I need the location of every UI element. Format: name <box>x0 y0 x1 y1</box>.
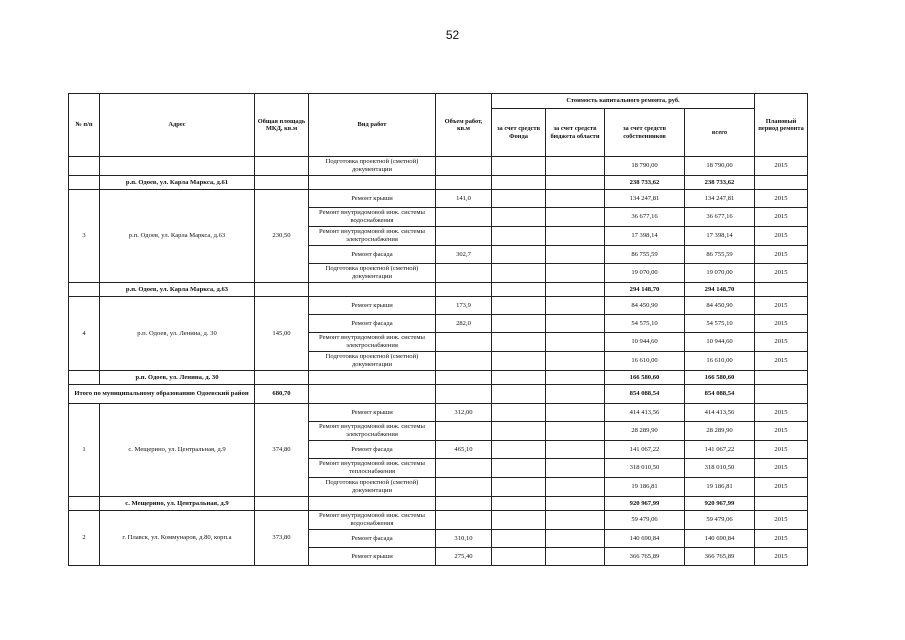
area-cell: 230,50 <box>255 190 309 283</box>
total-cell: 17 398,14 <box>685 227 755 246</box>
owners-cell: 17 398,14 <box>605 227 685 246</box>
subtotal-label: р.п. Одоев, ул. Карла Маркса, д.63 <box>100 283 255 297</box>
volume-cell: 465,10 <box>436 441 492 459</box>
subtotal-label: р.п. Одоев, ул. Ленина, д. 30 <box>100 371 255 385</box>
owners-cell: 166 580,60 <box>605 371 685 385</box>
owners-cell: 16 610,00 <box>605 352 685 371</box>
total-cell: 19 186,81 <box>685 478 755 497</box>
work-type-cell: Ремонт фасада <box>309 315 436 333</box>
owners-cell: 414 413,56 <box>605 404 685 422</box>
work-type-cell: Ремонт внутридомовой инж. системы водоснабжения <box>309 208 436 227</box>
total-cell: 366 765,89 <box>685 548 755 566</box>
header-owners: за счет средств собственников <box>605 109 685 157</box>
owners-cell: 19 186,81 <box>605 478 685 497</box>
volume-cell: 312,00 <box>436 404 492 422</box>
period-cell: 2015 <box>755 441 808 459</box>
work-type-cell: Ремонт крыши <box>309 297 436 315</box>
work-type-cell: Ремонт фасада <box>309 441 436 459</box>
total-label: Итого по муниципальному образованию Одоевский район <box>69 385 255 404</box>
table-row <box>69 511 808 530</box>
period-cell: 2015 <box>755 333 808 352</box>
total-cell: 238 733,62 <box>685 176 755 190</box>
period-cell: 2015 <box>755 530 808 548</box>
period-cell: 2015 <box>755 352 808 371</box>
period-cell: 2015 <box>755 297 808 315</box>
header-fund: за счет средств Фонда <box>492 109 546 157</box>
work-type-cell: Ремонт внутридомовой инж. системы водоснабжения <box>309 511 436 530</box>
owners-cell: 59 479,06 <box>605 511 685 530</box>
address-cell: г. Плавск, ул. Коммунаров, д.80, корп.а <box>100 511 255 566</box>
total-cell: 36 677,16 <box>685 208 755 227</box>
volume-cell: 282,0 <box>436 315 492 333</box>
capital-repair-table <box>68 93 808 566</box>
owners-cell: 18 790,00 <box>605 157 685 176</box>
period-cell: 2015 <box>755 315 808 333</box>
subtotal-label: с. Мещерино, ул. Центральная, д.9 <box>100 497 255 511</box>
subtotal-row <box>69 176 808 190</box>
work-type-cell: Ремонт фасада <box>309 530 436 548</box>
owners-cell: 54 575,10 <box>605 315 685 333</box>
total-row <box>69 385 808 404</box>
work-type-cell: Подготовка проектной (сметной) документации <box>309 478 436 497</box>
total-cell: 84 450,90 <box>685 297 755 315</box>
total-cell: 140 690,84 <box>685 530 755 548</box>
total-cell: 59 479,06 <box>685 511 755 530</box>
total-cell: 854 088,54 <box>685 385 755 404</box>
table-row <box>69 297 808 315</box>
owners-cell: 140 690,84 <box>605 530 685 548</box>
owners-cell: 294 148,70 <box>605 283 685 297</box>
volume-cell: 310,10 <box>436 530 492 548</box>
area-cell: 374,80 <box>255 404 309 497</box>
work-type-cell: Ремонт внутридомовой инж. системы теплоснабжения <box>309 459 436 478</box>
header-num: № п/п <box>69 94 100 157</box>
period-cell: 2015 <box>755 404 808 422</box>
row-number: 2 <box>69 511 100 566</box>
period-cell: 2015 <box>755 422 808 441</box>
total-cell: 920 967,99 <box>685 497 755 511</box>
owners-cell: 86 755,59 <box>605 246 685 264</box>
total-cell: 134 247,81 <box>685 190 755 208</box>
period-cell: 2015 <box>755 157 808 176</box>
address-cell: р.п. Одоев, ул. Ленина, д. 30 <box>100 297 255 371</box>
owners-cell: 854 088,54 <box>605 385 685 404</box>
total-cell: 18 790,00 <box>685 157 755 176</box>
table-row <box>69 157 808 176</box>
work-type-cell: Ремонт крыши <box>309 548 436 566</box>
period-cell: 2015 <box>755 264 808 283</box>
header-total: всего <box>685 109 755 157</box>
owners-cell: 10 944,60 <box>605 333 685 352</box>
table-row <box>69 404 808 422</box>
area-cell: 373,80 <box>255 511 309 566</box>
owners-cell: 36 677,16 <box>605 208 685 227</box>
row-number: 1 <box>69 404 100 497</box>
total-cell: 318 010,50 <box>685 459 755 478</box>
work-type-cell: Ремонт внутридомовой инж. системы электроснабжения <box>309 422 436 441</box>
work-type-cell: Ремонт крыши <box>309 190 436 208</box>
address-cell: с. Мещерино, ул. Центральная, д.9 <box>100 404 255 497</box>
volume-cell: 302,7 <box>436 246 492 264</box>
page-number: 52 <box>445 28 460 42</box>
total-cell: 294 148,70 <box>685 283 755 297</box>
row-number: 4 <box>69 297 100 371</box>
owners-cell: 28 289,90 <box>605 422 685 441</box>
total-cell: 166 580,60 <box>685 371 755 385</box>
work-type-cell: Подготовка проектной (сметной) документации <box>309 352 436 371</box>
total-cell: 86 755,59 <box>685 246 755 264</box>
total-cell: 54 575,10 <box>685 315 755 333</box>
header-address: Адрес <box>100 94 255 157</box>
header-volume: Объем работ, кв.м <box>436 94 492 157</box>
owners-cell: 920 967,99 <box>605 497 685 511</box>
owners-cell: 366 765,89 <box>605 548 685 566</box>
area-cell: 680,70 <box>255 385 309 404</box>
total-cell: 10 944,60 <box>685 333 755 352</box>
total-cell: 16 610,00 <box>685 352 755 371</box>
subtotal-row <box>69 371 808 385</box>
volume-cell: 275,40 <box>436 548 492 566</box>
period-cell: 2015 <box>755 190 808 208</box>
owners-cell: 318 010,50 <box>605 459 685 478</box>
owners-cell: 141 067,22 <box>605 441 685 459</box>
work-type-cell: Ремонт внутридомовой инж. системы электроснабжения <box>309 227 436 246</box>
table-row <box>69 190 808 208</box>
work-type-cell: Ремонт внутридомовой инж. системы электроснабжения <box>309 333 436 352</box>
period-cell: 2015 <box>755 227 808 246</box>
subtotal-row <box>69 497 808 511</box>
row-number: 3 <box>69 190 100 283</box>
total-cell: 141 067,22 <box>685 441 755 459</box>
owners-cell: 134 247,81 <box>605 190 685 208</box>
owners-cell: 19 070,00 <box>605 264 685 283</box>
header-region-budget: за счет средств бюджета области <box>546 109 605 157</box>
volume-cell: 173,9 <box>436 297 492 315</box>
work-type-cell: Подготовка проектной (сметной) документации <box>309 157 436 176</box>
owners-cell: 84 450,90 <box>605 297 685 315</box>
total-cell: 19 070,00 <box>685 264 755 283</box>
header-area: Общая площадь МКД, кв.м <box>255 94 309 157</box>
header-cost-group: Стоимость капитального ремонта, руб. <box>492 94 755 109</box>
period-cell: 2015 <box>755 459 808 478</box>
period-cell: 2015 <box>755 511 808 530</box>
work-type-cell: Подготовка проектной (сметной) документации <box>309 264 436 283</box>
total-cell: 414 413,56 <box>685 404 755 422</box>
owners-cell: 238 733,62 <box>605 176 685 190</box>
period-cell: 2015 <box>755 208 808 227</box>
subtotal-row <box>69 283 808 297</box>
total-cell: 28 289,90 <box>685 422 755 441</box>
work-type-cell: Ремонт крыши <box>309 404 436 422</box>
header-work-type: Вид работ <box>309 94 436 157</box>
address-cell: р.п. Одоев, ул. Карла Маркса, д.63 <box>100 190 255 283</box>
period-cell: 2015 <box>755 478 808 497</box>
header-period: Плановый период ремонта <box>755 94 808 157</box>
volume-cell: 141,0 <box>436 190 492 208</box>
work-type-cell: Ремонт фасада <box>309 246 436 264</box>
period-cell: 2015 <box>755 548 808 566</box>
area-cell: 145,00 <box>255 297 309 371</box>
period-cell: 2015 <box>755 246 808 264</box>
subtotal-label: р.п. Одоев, ул. Карла Маркса, д.61 <box>100 176 255 190</box>
